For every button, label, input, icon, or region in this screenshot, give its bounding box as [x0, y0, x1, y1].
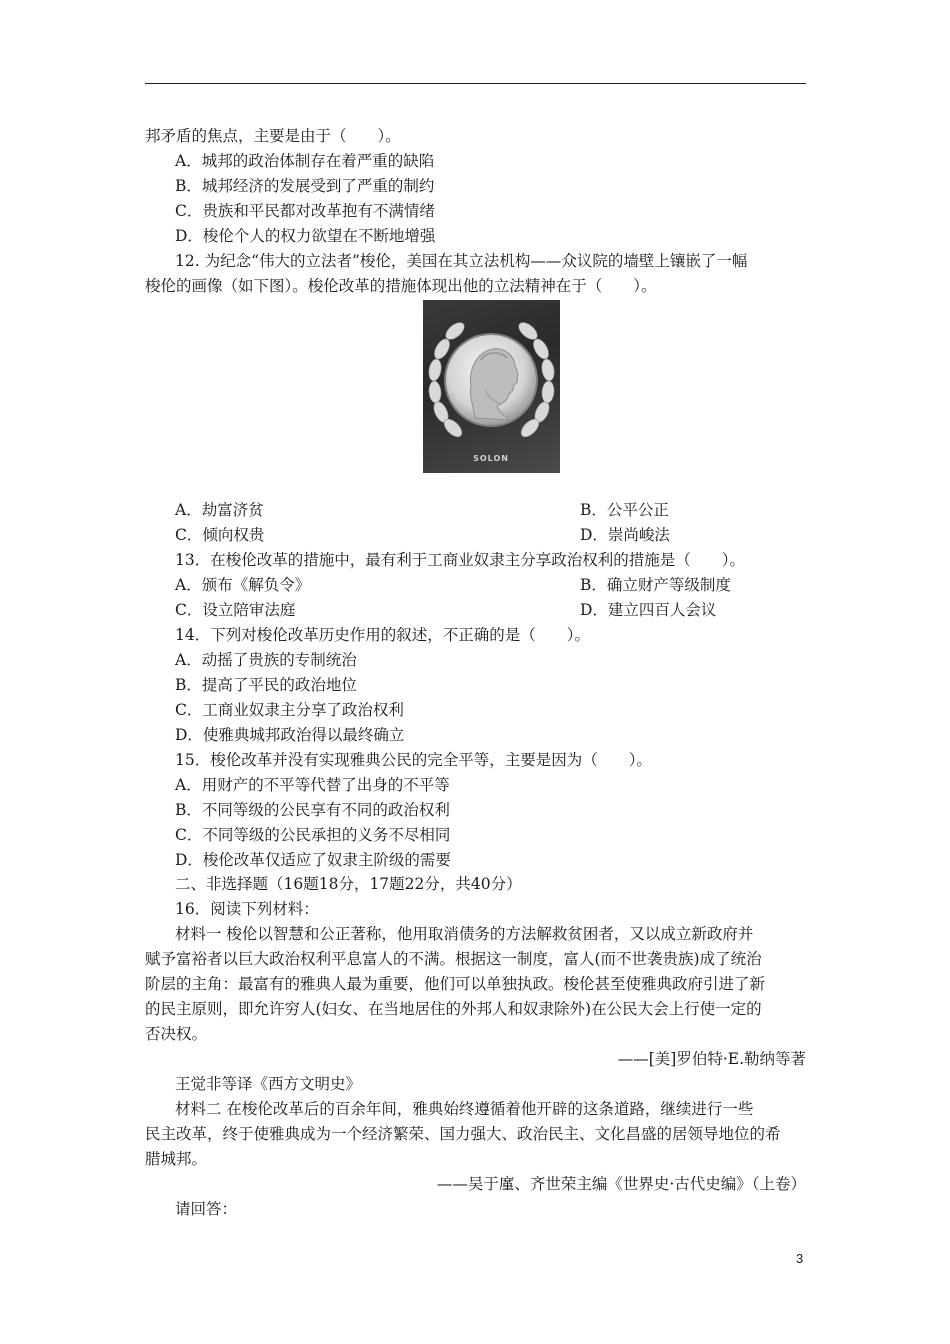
material2-source: ——吴于廑、齐世荣主编《世界史·古代史编》（上卷）	[436, 1175, 806, 1193]
q13-option-d: D．建立四百人会议	[580, 601, 717, 619]
solon-portrait-figure	[423, 300, 560, 473]
answer-prompt: 请回答：	[175, 1200, 238, 1218]
q15-option-b: B．不同等级的公民享有不同的政治权利	[175, 801, 450, 819]
q13-option-b: B．确立财产等级制度	[580, 576, 731, 594]
q16-stem: 16．阅读下列材料：	[175, 900, 319, 918]
material2-line3: 腊城邦。	[145, 1150, 208, 1168]
section2-heading: 二、非选择题（16题18分，17题22分，共40分）	[175, 875, 522, 893]
q11-option-c: C．贵族和平民都对改革抱有不满情绪	[175, 202, 435, 220]
figure-caption: SOLON	[473, 454, 509, 463]
q11-option-b: B．城邦经济的发展受到了严重的制约	[175, 177, 435, 195]
q12-stem-line1: 12. 为纪念“伟大的立法者”梭伦，美国在其立法机构——众议院的墙壁上镶嵌了一幅	[175, 252, 748, 270]
q15-option-a: A．用财产的不平等代替了出身的不平等	[175, 776, 450, 794]
q12-option-d: D．崇尚峻法	[580, 526, 670, 544]
q14-stem: 14．下列对梭伦改革历史作用的叙述，不正确的是（ ）。	[175, 626, 590, 644]
material1-line2: 赋予富裕者以巨大政治权利平息富人的不满。根据这一制度，富人(而不世袭贵族)成了统治	[145, 950, 762, 968]
material1-line4: 的民主原则，即允许穷人(妇女、在当地居住的外邦人和奴隶除外)在公民大会上行使一定的	[145, 1000, 762, 1018]
q14-option-b: B．提高了平民的政治地位	[175, 676, 357, 694]
q11-option-a: A．城邦的政治体制存在着严重的缺陷	[175, 152, 435, 170]
material1-source-author: ——[美]罗伯特·E.勒纳等著	[617, 1050, 806, 1068]
q11-option-d: D．梭伦个人的权力欲望在不断地增强	[175, 227, 436, 245]
q12-stem-line2: 梭伦的画像（如下图）。梭伦改革的措施体现出他的立法精神在于（ ）。	[145, 277, 657, 295]
q11-stem-tail: 邦矛盾的焦点，主要是由于（ ）。	[145, 127, 401, 145]
q13-option-a: A．颁布《解负令》	[175, 576, 311, 594]
material2-line1: 材料二 在梭伦改革后的百余年间，雅典始终遵循着他开辟的这条道路，继续进行一些	[175, 1100, 754, 1118]
material1-line3: 阶层的主角：最富有的雅典人最为重要，他们可以单独执政。梭伦甚至使雅典政府引进了新	[145, 975, 766, 993]
q13-option-c: C．设立陪审法庭	[175, 601, 296, 619]
header-rule	[145, 83, 806, 84]
q14-option-a: A．动摇了贵族的专制统治	[175, 651, 357, 669]
material2-line2: 民主改革，终于使雅典成为一个经济繁荣、国力强大、政治民主、文化昌盛的居领导地位的希	[145, 1125, 781, 1143]
material1-line5: 否决权。	[145, 1025, 208, 1043]
solon-medallion-image	[423, 300, 560, 473]
page-number: 3	[796, 1251, 804, 1266]
q13-stem: 13．在梭伦改革的措施中，最有利于工商业奴隶主分享政治权利的措施是（ ）。	[175, 551, 745, 569]
q15-stem: 15．梭伦改革并没有实现雅典公民的完全平等，主要是因为（ ）。	[175, 751, 652, 769]
q14-option-d: D．使雅典城邦政治得以最终确立	[175, 726, 405, 744]
q12-option-c: C．倾向权贵	[175, 526, 265, 544]
material1-line1: 材料一 梭伦以智慧和公正著称，他用取消债务的方法解救贫困者，又以成立新政府并	[175, 925, 754, 943]
q15-option-d: D．梭伦改革仅适应了奴隶主阶级的需要	[175, 851, 451, 869]
q12-option-b: B．公平公正	[580, 501, 669, 519]
q12-option-a: A．劫富济贫	[175, 501, 264, 519]
q15-option-c: C．不同等级的公民承担的义务不尽相同	[175, 826, 451, 844]
q14-option-c: C．工商业奴隶主分享了政治权利	[175, 701, 404, 719]
material1-source-translator: 王觉非等译《西方文明史》	[175, 1075, 362, 1093]
